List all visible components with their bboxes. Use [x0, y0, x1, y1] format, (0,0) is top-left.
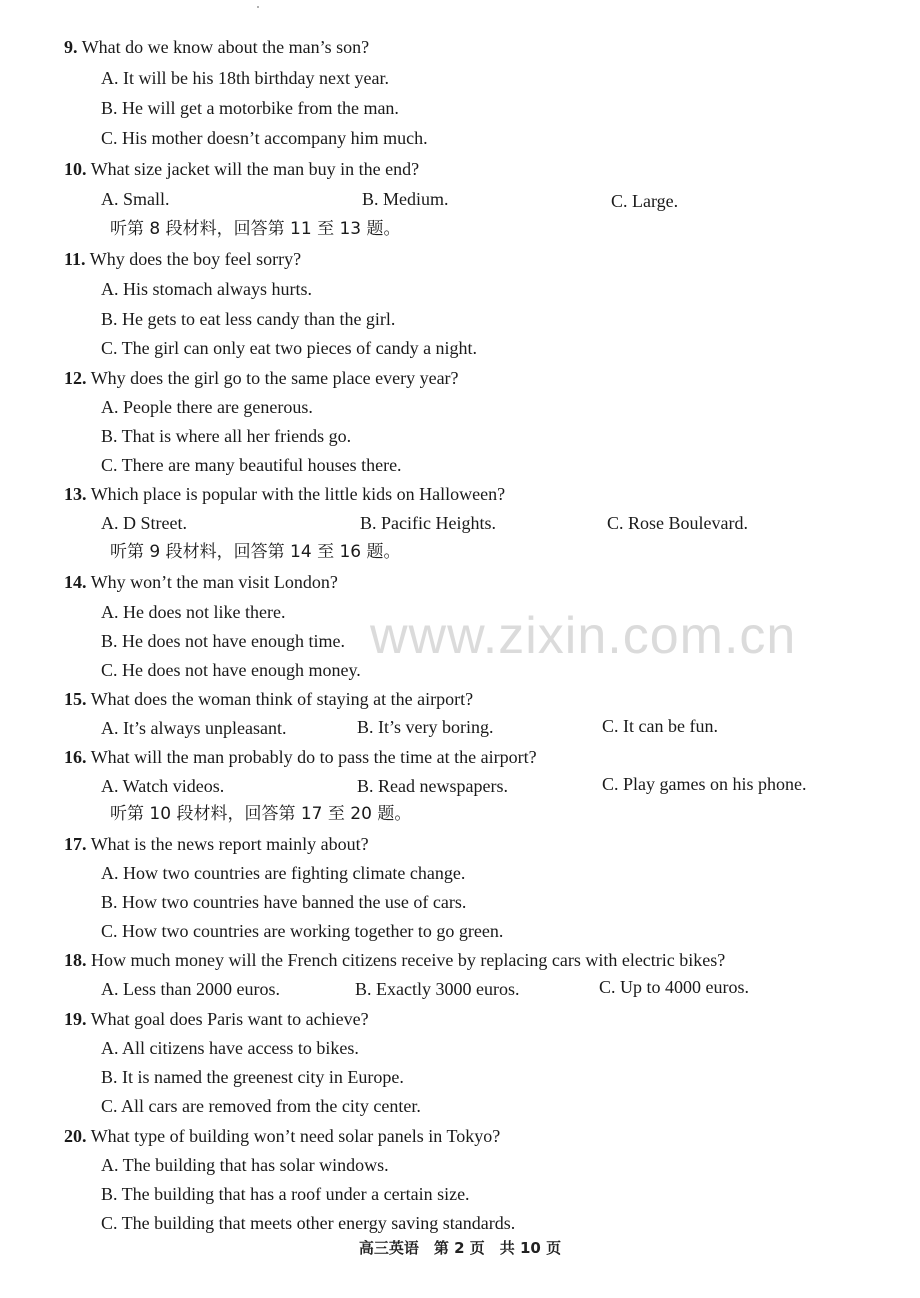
- question-11: [64, 248, 301, 270]
- question-number: 14.: [64, 572, 87, 592]
- option-10b: B. Medium.: [362, 189, 449, 209]
- question-number: 12.: [64, 368, 87, 388]
- option-9a: A. It will be his 18th birthday next year.: [101, 68, 389, 88]
- question-text: What will the man probably do to pass the time at the airport?: [90, 747, 537, 767]
- question-text: What do we know about the man’s son?: [81, 37, 370, 57]
- question-12: [64, 367, 459, 389]
- question-number: 17.: [64, 834, 87, 854]
- option-20b: B. The building that has a roof under a certain size.: [101, 1184, 470, 1204]
- question-number: 20.: [64, 1126, 87, 1146]
- section-instruction-9: 听第 9 段材料，回答第 14 至 16 题。: [110, 542, 401, 562]
- question-number: 10.: [64, 159, 87, 179]
- question-text: What size jacket will the man buy in the end?: [90, 159, 420, 179]
- option-18c: C. Up to 4000 euros.: [599, 977, 749, 997]
- question-number: 9.: [64, 37, 78, 57]
- option-19b: B. It is named the greenest city in Europe.: [101, 1067, 404, 1087]
- section-instruction-10: 听第 10 段材料，回答第 17 至 20 题。: [110, 804, 412, 824]
- option-19c: C. All cars are removed from the city center.: [101, 1096, 421, 1116]
- question-number: 11.: [64, 249, 86, 269]
- option-15a: A. It’s always unpleasant.: [101, 718, 287, 738]
- page-footer: 高三英语 第 2 页 共 10 页: [358, 1239, 562, 1257]
- option-14a: A. He does not like there.: [101, 602, 286, 622]
- question-text: Why won’t the man visit London?: [90, 572, 338, 592]
- question-9: [64, 36, 369, 58]
- question-17: [64, 833, 369, 855]
- option-9c: C. His mother doesn’t accompany him much.: [101, 128, 428, 148]
- question-20: [64, 1125, 500, 1147]
- question-text: What goal does Paris want to achieve?: [90, 1009, 369, 1029]
- question-number: 19.: [64, 1009, 87, 1029]
- option-12c: C. There are many beautiful houses there.: [101, 455, 402, 475]
- option-15b: B. It’s very boring.: [357, 717, 494, 737]
- question-text: Which place is popular with the little kids on Halloween?: [90, 484, 506, 504]
- question-16: [64, 746, 537, 768]
- watermark: www.zixin.com.cn: [370, 607, 797, 665]
- question-19: [64, 1008, 369, 1030]
- option-12b: B. That is where all her friends go.: [101, 426, 352, 446]
- option-20c: C. The building that meets other energy saving standards.: [101, 1213, 516, 1233]
- option-15c: C. It can be fun.: [602, 716, 718, 736]
- option-13b: B. Pacific Heights.: [360, 513, 496, 533]
- question-number: 16.: [64, 747, 87, 767]
- option-9b: B. He will get a motorbike from the man.: [101, 98, 399, 118]
- question-text: What does the woman think of staying at the airport?: [90, 689, 474, 709]
- question-number: 18.: [64, 950, 87, 970]
- option-16c: C. Play games on his phone.: [602, 774, 807, 794]
- option-12a: A. People there are generous.: [101, 397, 313, 417]
- option-10a: A. Small.: [101, 189, 170, 209]
- question-15: [64, 688, 473, 710]
- scan-speck: [257, 6, 259, 8]
- option-13a: A. D Street.: [101, 513, 187, 533]
- option-19a: A. All citizens have access to bikes.: [101, 1038, 359, 1058]
- question-number: 15.: [64, 689, 87, 709]
- option-11b: B. He gets to eat less candy than the girl.: [101, 309, 396, 329]
- option-17b: B. How two countries have banned the use of cars.: [101, 892, 467, 912]
- option-10c: C. Large.: [611, 191, 679, 211]
- option-18b: B. Exactly 3000 euros.: [355, 979, 520, 999]
- question-18: [64, 949, 725, 971]
- option-11c: C. The girl can only eat two pieces of candy a night.: [101, 338, 478, 358]
- question-14: [64, 571, 338, 593]
- option-16b: B. Read newspapers.: [357, 776, 508, 796]
- question-text: What is the news report mainly about?: [90, 834, 369, 854]
- option-20a: A. The building that has solar windows.: [101, 1155, 389, 1175]
- option-14c: C. He does not have enough money.: [101, 660, 361, 680]
- option-17a: A. How two countries are fighting climate change.: [101, 863, 466, 883]
- option-18a: A. Less than 2000 euros.: [101, 979, 280, 999]
- option-13c: C. Rose Boulevard.: [607, 513, 748, 533]
- option-16a: A. Watch videos.: [101, 776, 225, 796]
- question-text: Why does the boy feel sorry?: [89, 249, 302, 269]
- question-text: What type of building won’t need solar panels in Tokyo?: [90, 1126, 501, 1146]
- option-17c: C. How two countries are working together to go green.: [101, 921, 504, 941]
- section-instruction-8: 听第 8 段材料，回答第 11 至 13 题。: [110, 219, 401, 239]
- question-13: [64, 483, 505, 505]
- question-10: [64, 158, 419, 180]
- question-text: How much money will the French citizens receive by replacing cars with electric bikes?: [91, 950, 726, 970]
- option-14b: B. He does not have enough time.: [101, 631, 345, 651]
- question-number: 13.: [64, 484, 87, 504]
- option-11a: A. His stomach always hurts.: [101, 279, 312, 299]
- question-text: Why does the girl go to the same place every year?: [90, 368, 459, 388]
